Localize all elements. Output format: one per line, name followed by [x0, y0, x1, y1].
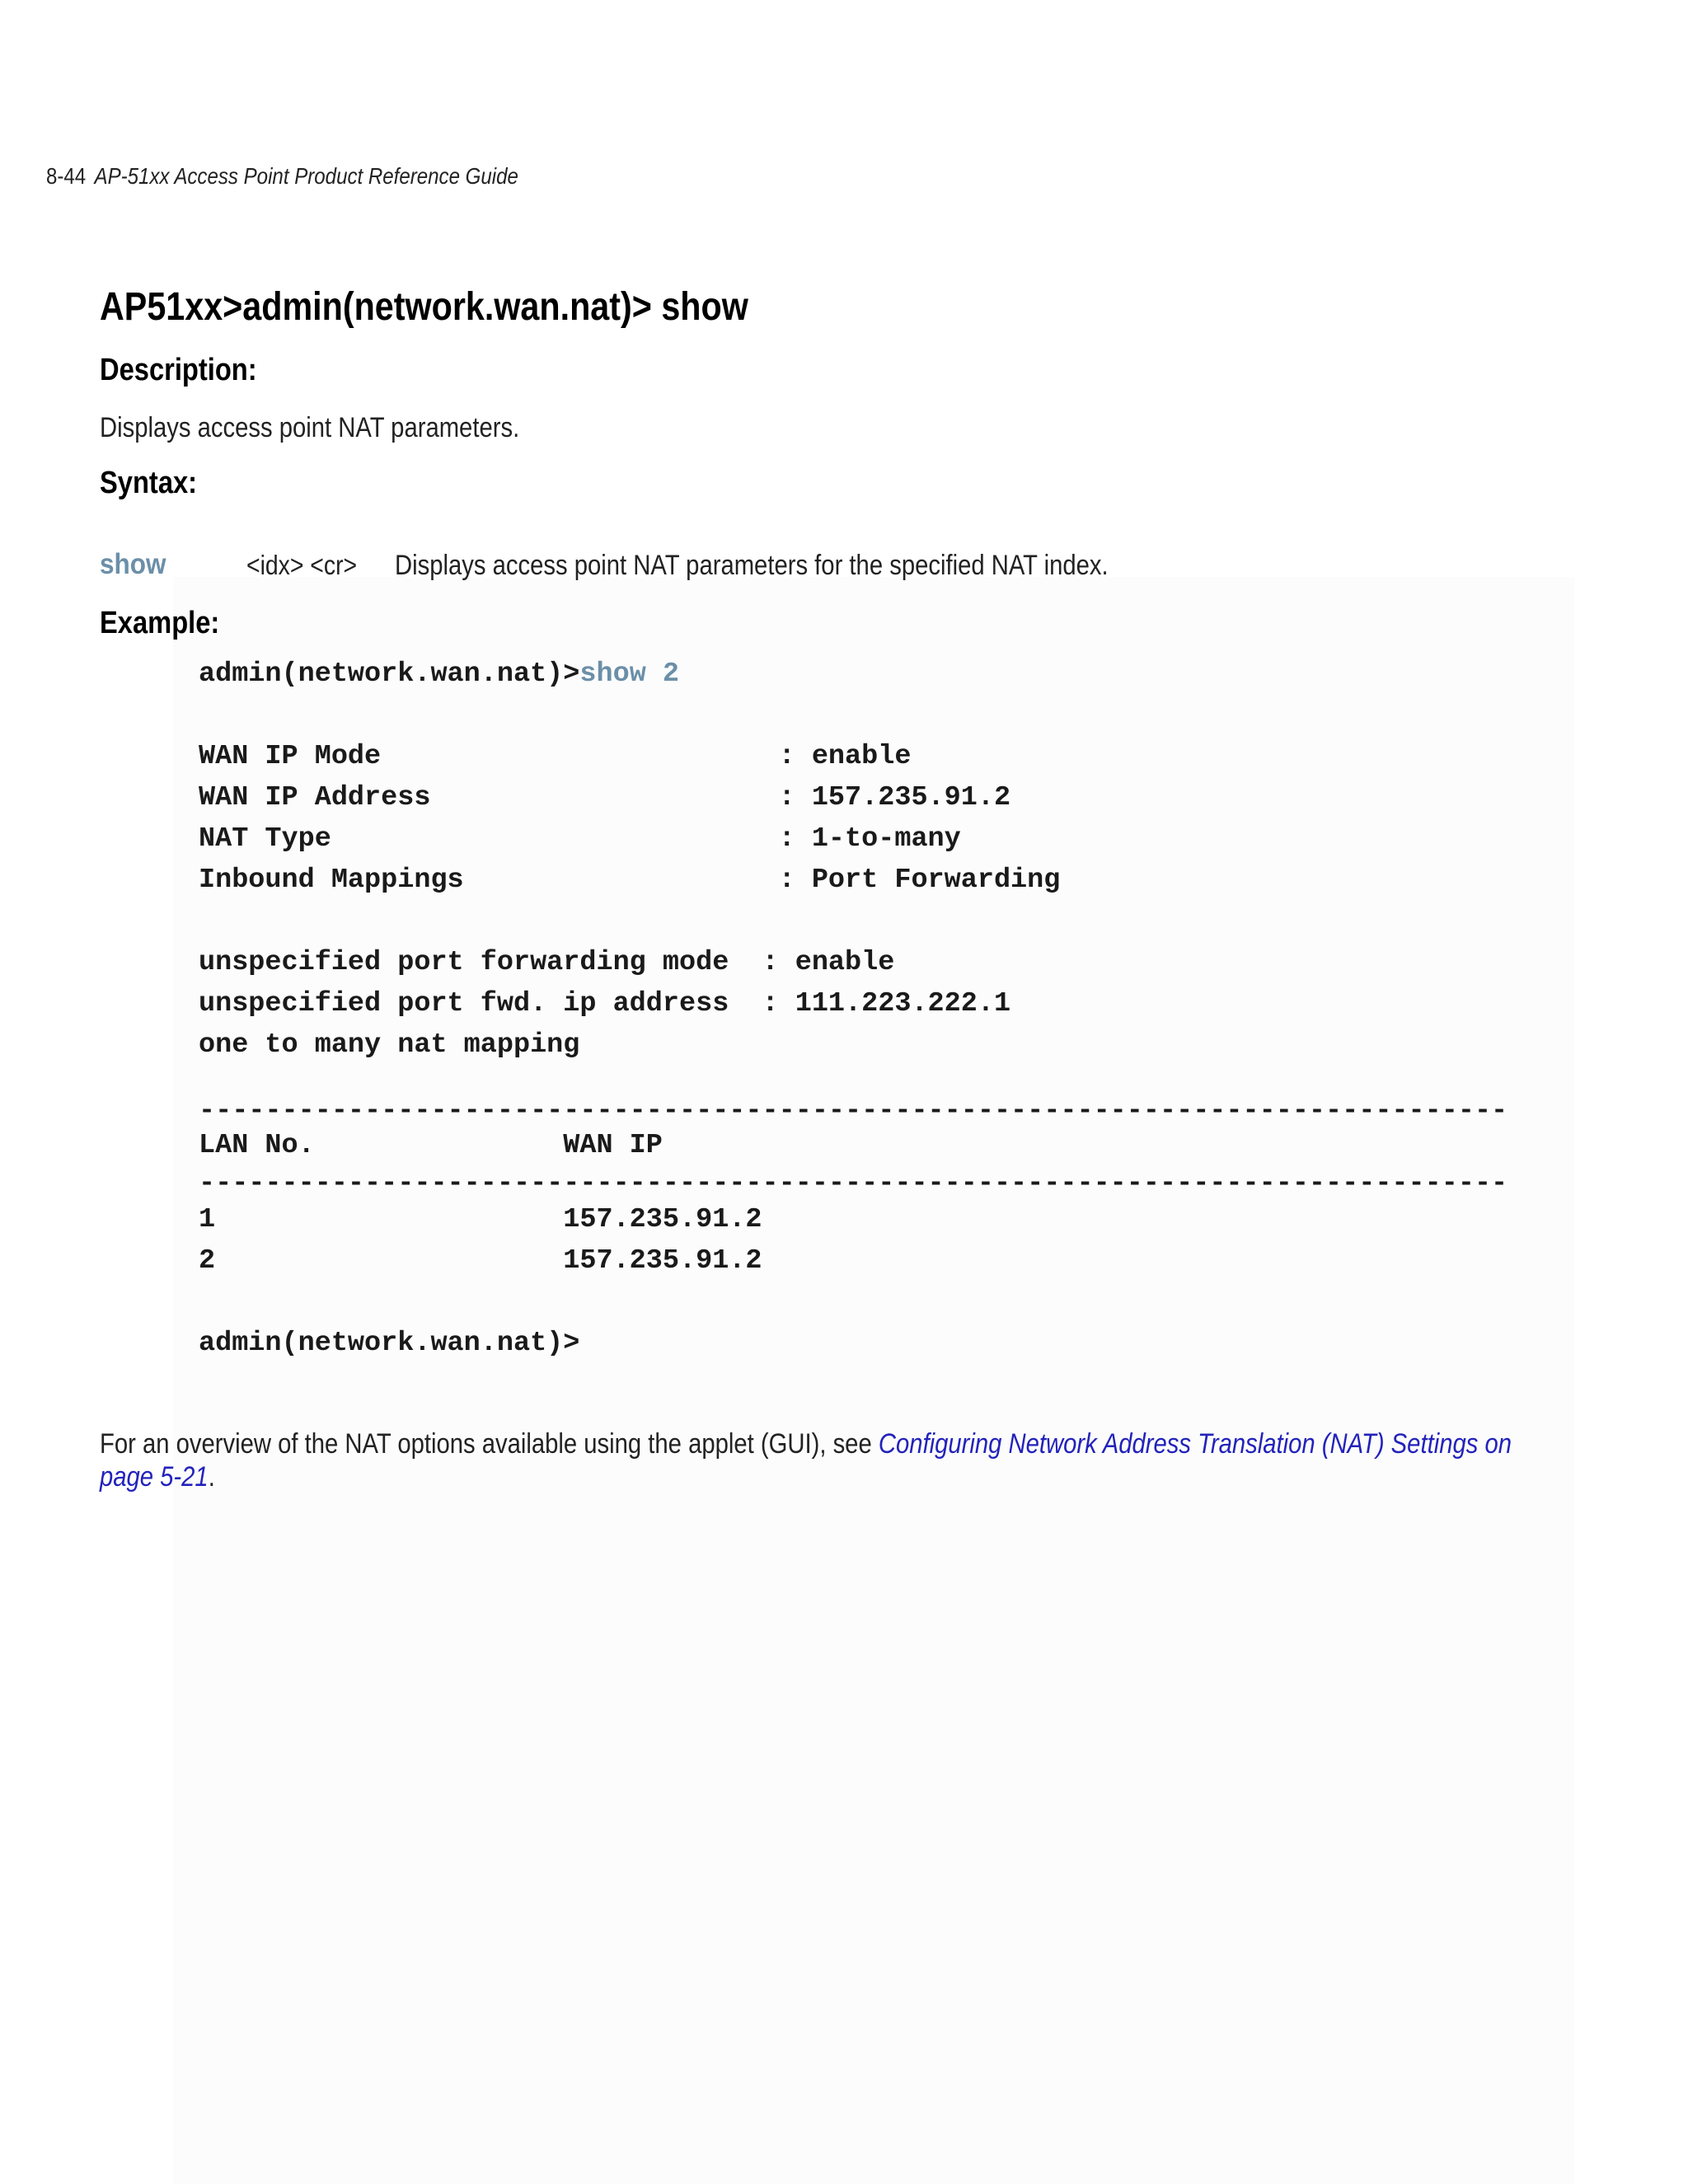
- example-command: show 2: [579, 658, 680, 690]
- cross-reference-link[interactable]: Configuring Network Address Translation (NAT) Settings on page 5-21: [100, 1428, 1512, 1493]
- guide-title: AP-51xx Access Point Product Reference Guide: [94, 163, 518, 189]
- description-text: Displays access point NAT parameters.: [100, 412, 520, 443]
- syntax-description: Displays access point NAT parameters for the specified NAT index.: [395, 550, 1109, 581]
- wan-ip-mode-line: WAN IP Mode : enable: [199, 741, 912, 772]
- port-fwd-ip-line: unspecified port fwd. ip address : 111.223.222.1: [199, 988, 1011, 1019]
- page-number: 8-44: [46, 163, 87, 189]
- syntax-heading: Syntax:: [100, 466, 198, 500]
- table-row: 1 157.235.91.2: [199, 1204, 762, 1235]
- syntax-row: [100, 548, 1501, 588]
- example-prompt: admin(network.wan.nat)>: [199, 658, 580, 690]
- inbound-mappings-line: Inbound Mappings : Port Forwarding: [199, 865, 1061, 896]
- footer-text: For an overview of the NAT options available using the applet (GUI), see: [100, 1428, 879, 1460]
- running-header: [46, 163, 518, 190]
- table-header: LAN No. WAN IP: [199, 1130, 663, 1161]
- syntax-command: show: [100, 548, 166, 580]
- footer-paragraph: [100, 1427, 1550, 1493]
- example-end-prompt: admin(network.wan.nat)>: [199, 1328, 580, 1359]
- port-forwarding-mode-line: unspecified port forwarding mode : enable: [199, 947, 895, 978]
- table-separator-top: -------------------------------------------------------------------------------: [199, 1095, 1508, 1127]
- command-title: AP51xx>admin(network.wan.nat)> show: [100, 285, 748, 329]
- example-prompt-line: [199, 654, 679, 695]
- footer-end: .: [208, 1461, 215, 1493]
- wan-ip-address-line: WAN IP Address : 157.235.91.2: [199, 782, 1011, 813]
- syntax-args: <idx> <cr>: [246, 550, 358, 580]
- table-row: 2 157.235.91.2: [199, 1245, 762, 1277]
- table-separator-bottom: -------------------------------------------------------------------------------: [199, 1168, 1508, 1199]
- nat-mapping-line: one to many nat mapping: [199, 1029, 580, 1061]
- description-heading: Description:: [100, 353, 257, 387]
- nat-type-line: NAT Type : 1-to-many: [199, 823, 961, 855]
- example-heading: Example:: [100, 606, 220, 640]
